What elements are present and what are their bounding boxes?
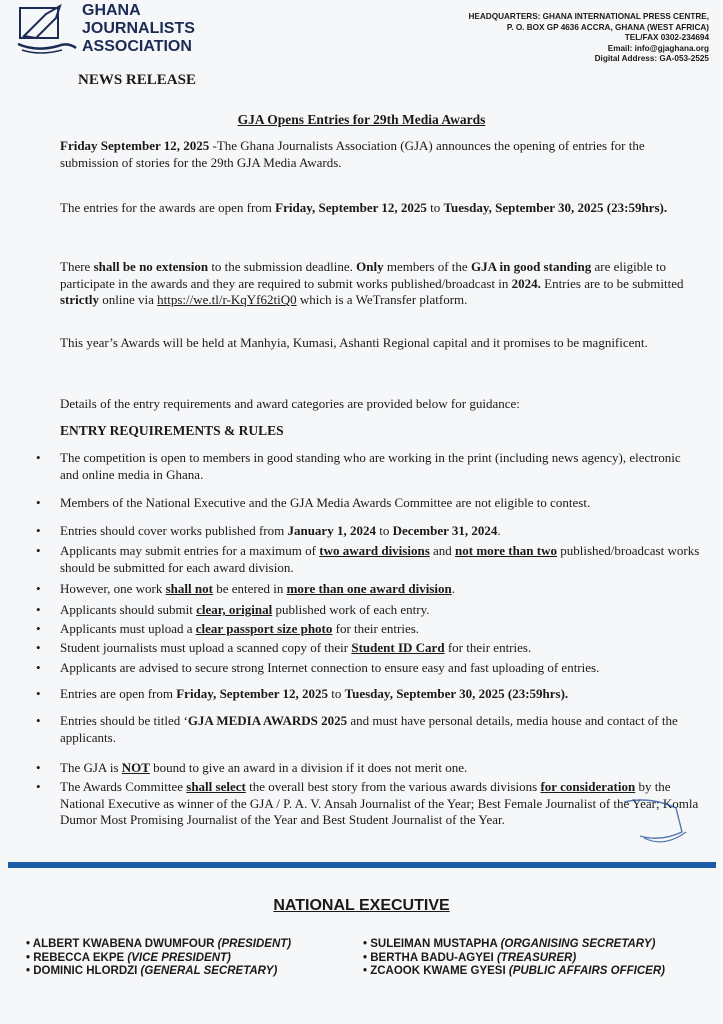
executive-member: • REBECCA EKPE (VICE PRESIDENT) (26, 951, 231, 964)
wetransfer-link[interactable]: https://we.tl/r-KqYf62tiQ0 (157, 292, 297, 307)
hq-line: P. O. BOX GP 4636 ACCRA, GHANA (WEST AFRICA) (506, 22, 709, 32)
executive-heading: NATIONAL EXECUTIVE (273, 897, 450, 914)
list-item: • The Awards Committee shall select the overall best story from the various awards divisions for consideration by the National Executive as winner of the GJA / P. A. V. Ansah Journalist of the Year; Best Female Journalist of the Year; Komla Dumor Most Promising Journalist of the Year and Best Student Journalist of the Year. (60, 779, 700, 829)
news-release-label: NEWS RELEASE (78, 72, 196, 88)
list-item: • Applicants may submit entries for a maximum of two award divisions and not more than two published/broadcast works should be submitted for each award division. (60, 543, 700, 576)
executive-column-left (26, 938, 291, 979)
paragraph-intro: Friday September 12, 2025 -The Ghana Journalists Association (GJA) announces the opening of entries for the submission of stories for the 29th GJA Media Awards. (60, 138, 645, 170)
list-item: • The GJA is NOT bound to give an award in a division if it does not merit one. (60, 760, 700, 777)
list-item: • Entries should be titled ‘GJA MEDIA AWARDS 2025 and must have personal details, media house and contact of the applicants. (60, 713, 700, 746)
headquarters-address (469, 12, 709, 65)
list-item: • Applicants should submit clear, original published work of each entry. (60, 602, 700, 619)
executive-member: • DOMINIC HLORDZI (GENERAL SECRETARY) (26, 965, 278, 977)
list-item: • Members of the National Executive and the GJA Media Awards Committee are not eligible to contest. (60, 495, 700, 512)
list-item: • The competition is open to members in good standing who are working in the print (including news agency), electronic and online media in Ghana. (60, 450, 700, 483)
org-name (82, 2, 195, 56)
org-line: ASSOCIATION (82, 38, 192, 55)
executive-column-right (363, 938, 665, 979)
executive-member: • BERTHA BADU-AGYEI (TREASURER) (363, 951, 577, 964)
hq-line: Digital Address: GA-053-2525 (594, 54, 709, 64)
list-item: • Student journalists must upload a scanned copy of their Student ID Card for their entries. (60, 640, 700, 657)
paragraph-eligibility: There shall be no extension to the submission deadline. Only members of the GJA in good standing are eligible to participate in the awards and they are required to submit works published/broadcast in 2024. Entries are to be submitted strictly online via https://we.tl/r-KqYf62tiQ0 which is a WeTransfer platform. (60, 259, 684, 307)
gja-logo-icon (16, 2, 78, 58)
list-item: • Applicants must upload a clear passport size photo for their entries. (60, 621, 700, 638)
list-item: • Applicants are advised to secure strong Internet connection to ensure easy and fast uploading of entries. (60, 660, 700, 677)
hq-line: HEADQUARTERS: GHANA INTERNATIONAL PRESS CENTRE, (468, 12, 709, 21)
paragraph-details: Details of the entry requirements and award categories are provided below for guidance: (60, 396, 520, 411)
section-heading: ENTRY REQUIREMENTS & RULES (60, 423, 284, 438)
executive-member: • ALBERT KWABENA DWUMFOUR (PRESIDENT) (26, 938, 292, 950)
hq-line: TEL/FAX 0302-234694 (624, 33, 709, 43)
hq-email[interactable]: Email: info@gjaghana.org (607, 43, 709, 53)
signature-mark-icon (620, 792, 690, 852)
list-item: • Entries should cover works published from January 1, 2024 to December 31, 2024. (60, 523, 700, 540)
list-item: • However, one work shall not be entered in more than one award division. (60, 581, 700, 598)
document-title: GJA Opens Entries for 29th Media Awards (237, 112, 486, 127)
org-line: JOURNALISTS (82, 20, 195, 37)
executive-member: • SULEIMAN MUSTAPHA (ORGANISING SECRETARY) (363, 938, 656, 950)
executive-member: • ZCAOOK KWAME GYESI (PUBLIC AFFAIRS OFFICER) (363, 965, 665, 977)
paragraph-venue: This year’s Awards will be held at Manhyia, Kumasi, Ashanti Regional capital and it promises to be magnificent. (60, 335, 648, 350)
list-item: • Entries are open from Friday, September 12, 2025 to Tuesday, September 30, 2025 (23:59hrs). (60, 686, 700, 703)
footer-divider (8, 862, 716, 868)
paragraph-entry-dates: The entries for the awards are open from Friday, September 12, 2025 to Tuesday, September 30, 2025 (23:59hrs). (60, 200, 668, 215)
org-line: GHANA (82, 2, 141, 19)
